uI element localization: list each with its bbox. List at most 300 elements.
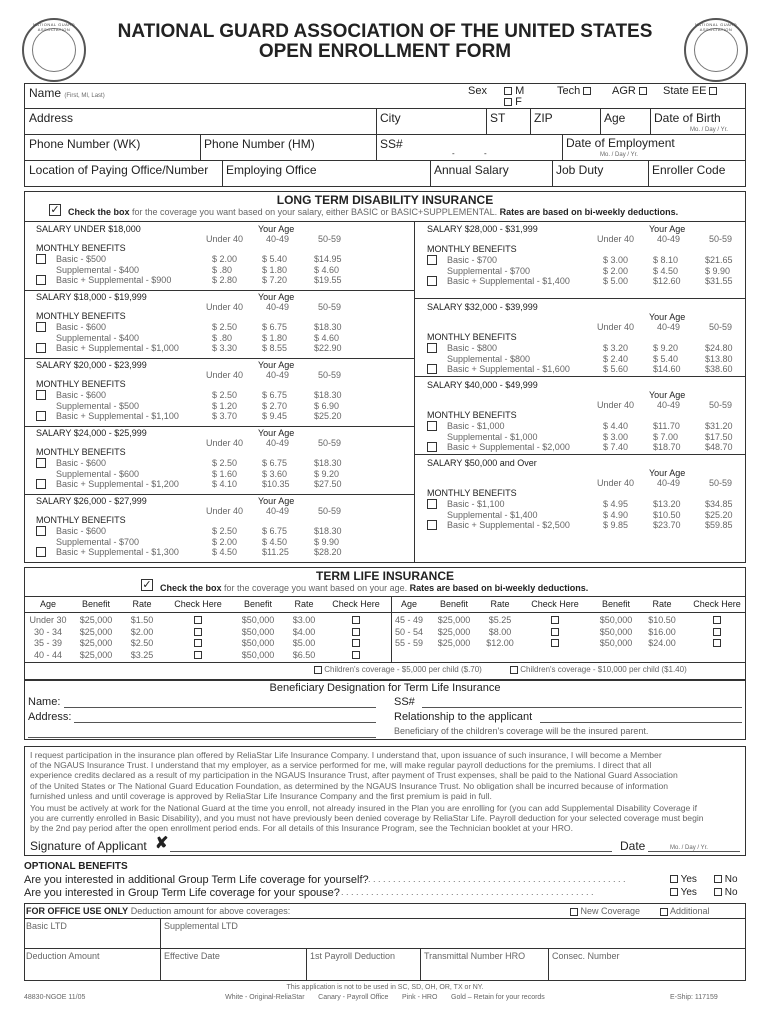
tl-cell: 35 - 39 [33,638,63,648]
ltd-option-checkbox[interactable] [36,390,46,400]
ltd-option-label: Basic + Supplemental - $1,400 [447,276,570,286]
rate-50-59: $ 4.60 [314,264,340,275]
rate-40-49: $14.60 [653,364,681,374]
rate-under-40: $ 9.85 [603,520,629,530]
rate-under-40: $ 4.90 [603,509,629,520]
ltd-option-label: Basic - $500 [56,254,107,264]
authorization-line: of the United States or The National Guard Education Foundation, as determined by the NGAUS Insurance Trust. No obligation shall be incurred because of information [30,780,669,791]
rate-50-59: $25.20 [314,411,342,421]
rate-under-40: $ 4.40 [603,421,629,431]
tl-cell: $16.00 [648,626,676,637]
employment-date-field[interactable]: Date of Employment [566,136,675,150]
tl-check-here-checkbox[interactable] [194,616,202,624]
rate-under-40: $ 1.60 [212,468,238,479]
ltd-title: LONG TERM DISABILITY INSURANCE [276,193,494,207]
rate-40-49: $ 8.55 [262,343,288,353]
rate-40-49: $ 1.80 [262,332,288,343]
signature-x-icon: ✘ [155,835,169,852]
ltd-option-checkbox[interactable] [36,343,46,353]
rate-50-59: $18.30 [314,526,342,536]
agr-checkbox[interactable]: AGR [612,86,647,97]
rate-50-59: $31.55 [705,276,733,286]
tl-column-header: Rate [652,599,672,609]
beneficiary-name-field[interactable]: Name: [28,696,61,708]
age-40-49-label: 40-49 [266,438,290,448]
signature-label: Signature of Applicant [30,839,147,853]
optional-q1-dots: . . . . . . . . . . . . . . . . . . . . . . . . . . . . . . . . . . . . . . . . . . . . . . . . . . . . [368,875,626,884]
supplemental-ltd-field[interactable]: Supplemental LTD [164,921,238,931]
tl-cell: $3.25 [130,649,154,660]
address-field[interactable]: Address [29,111,74,125]
rate-under-40: $ 4.50 [212,547,238,557]
age-50-59-label: 50-59 [318,302,342,312]
tl-cell: $25,000 [437,615,471,625]
signature-date-field[interactable]: Date [620,839,646,853]
ltd-option-label: Basic + Supplemental - $1,600 [447,364,570,374]
age-under-40-label: Under 40 [206,370,244,380]
tl-check-here-checkbox[interactable] [352,639,360,647]
age-under-40-label: Under 40 [206,302,244,312]
q2-yes-checkbox[interactable]: Yes [670,888,697,898]
monthly-benefits-label: MONTHLY BENEFITS [427,244,517,254]
tl-check-here-checkbox[interactable] [352,628,360,636]
monthly-benefits-label: MONTHLY BENEFITS [427,410,517,420]
age-field[interactable]: Age [604,111,626,125]
basic-ltd-field[interactable]: Basic LTD [26,921,67,931]
rate-50-59: $28.20 [314,547,342,557]
optional-q1: Are you interested in additional Group Term Life coverage for yourself? [24,874,369,886]
ltd-option-label: Basic - $600 [56,322,107,332]
ssn-dash-1: - [452,149,455,158]
rate-under-40: $ 3.00 [603,431,629,442]
ltd-option-label: Basic + Supplemental - $1,000 [56,343,179,353]
tl-check-here-checkbox[interactable] [194,639,202,647]
rate-50-59: $34.85 [705,499,733,509]
beneficiary-relationship-field[interactable]: Relationship to the applicant [394,711,533,723]
authorization-line: you are currently enrolled in Basic Disability), and you must not have previously been denied coverage by ReliaStar Life. Payroll deduction for your selected coverage must begin [30,813,704,824]
age-under-40-label: Under 40 [206,506,244,516]
rate-40-49: $11.25 [262,547,289,557]
annual-salary-field[interactable]: Annual Salary [434,163,509,177]
ltd-option-checkbox[interactable] [36,547,46,557]
ltd-salary-label: SALARY $28,000 - $31,999 [427,224,538,234]
ltd-option-label: Basic - $800 [447,343,498,353]
authorization-line: I request participation in the insurance plan offered by ReliaStar Life Insurance Company. I understand that, upon issuance of such insurance, I will become a Member [30,750,662,760]
seal-text-right: NATIONAL GUARD ASSOCIATION [694,22,738,32]
tl-column-header: Benefit [243,599,273,609]
signature-line[interactable] [170,851,612,852]
rate-40-49: $ 7.00 [653,431,679,442]
form-title-line1: NATIONAL GUARD ASSOCIATION OF THE UNITED STATES [117,21,653,42]
ltd-option-label: Supplemental - $700 [447,265,531,276]
tl-column-header: Rate [490,599,510,609]
your-age-label: Your Age [649,468,686,478]
tl-check-here-checkbox[interactable] [551,639,559,647]
first-payroll-field[interactable]: 1st Payroll Deduction [310,951,396,961]
ltd-salary-label: SALARY $32,000 - $39,999 [427,302,538,312]
rate-40-49: $ 3.60 [262,468,288,479]
dob-format: Mo. / Day / Yr. [690,127,728,133]
ltd-instructions: Check the box for the coverage you want based on your salary, either BASIC or BASIC+SUPPLEMENTAL. Rates are based on bi-weekly deductions. [68,207,679,217]
ltd-section [24,191,746,563]
ltd-option-checkbox[interactable] [427,255,437,265]
transmittal-field[interactable]: Transmittal Number HRO [424,951,526,961]
your-age-label: Your Age [258,496,295,506]
form-title-line2: OPEN ENROLLMENT FORM [258,41,512,62]
rate-under-40: $ 5.60 [603,364,629,374]
tl-check-here-checkbox[interactable] [713,616,721,624]
ssn-dash-2: - [484,149,487,158]
tl-cell: 55 - 59 [394,638,424,648]
tl-column-header: Benefit [439,599,469,609]
tl-column-header: Check Here [332,599,380,609]
rate-50-59: $25.20 [705,509,733,520]
tl-column-header: Benefit [81,599,111,609]
ltd-option-checkbox[interactable] [427,343,437,353]
monthly-benefits-label: MONTHLY BENEFITS [36,243,126,253]
ltd-option-label: Basic + Supplemental - $1,100 [56,411,179,421]
tl-cell: $6.50 [292,649,316,660]
monthly-benefits-label: MONTHLY BENEFITS [427,488,517,498]
ltd-option-label: Supplemental - $1,400 [447,509,538,520]
ltd-option-checkbox[interactable] [36,254,46,264]
zip-field[interactable]: ZIP [534,111,553,125]
tl-cell: 30 - 34 [33,626,63,637]
paying-office-field[interactable]: Location of Paying Office/Number [29,163,209,177]
ltd-option-checkbox[interactable] [427,364,437,374]
rate-40-49: $ 5.40 [262,254,288,264]
authorization-line: of the NGAUS Insurance Trust. I understand that my employer, as a service performed for me, will make regular payroll deductions for the premiums. I direct that all [30,760,652,771]
rate-under-40: $ 2.50 [212,458,238,468]
monthly-benefits-label: MONTHLY BENEFITS [427,332,517,342]
rate-40-49: $10.35 [262,479,290,489]
monthly-benefits-label: MONTHLY BENEFITS [36,379,126,389]
effective-date-field[interactable]: Effective Date [164,951,220,961]
rate-under-40: $ 2.50 [212,526,238,536]
tl-check-here-checkbox[interactable] [713,628,721,636]
rate-50-59: $59.85 [705,520,733,530]
ltd-option-checkbox[interactable] [36,458,46,468]
rate-under-40: $ 3.20 [603,343,629,353]
tl-check-here-checkbox[interactable] [352,651,360,659]
enroller-code-field[interactable]: Enroller Code [652,163,726,177]
job-duty-field[interactable]: Job Duty [556,163,604,177]
tl-check-here-checkbox[interactable] [551,628,559,636]
child-coverage-5000-checkbox[interactable]: Children's coverage - $5,000 per child ($.70) [314,666,482,674]
ltd-salary-label: SALARY $40,000 - $49,999 [427,380,538,390]
ltd-option-label: Supplemental - $400 [56,264,140,275]
age-under-40-label: Under 40 [597,400,635,410]
tl-check-here-checkbox[interactable] [352,616,360,624]
consec-number-field[interactable]: Consec. Number [552,951,620,961]
authorization-line: by the 2nd pay period after the open enrollment period ends. For all details of this Insurance Program, see the Technician booklet at your HRO. [30,823,573,834]
tl-column-header: Check Here [693,599,741,609]
q2-no-checkbox[interactable]: No [714,888,738,898]
phone-home-field[interactable]: Phone Number (HM) [204,137,315,151]
rate-under-40: $ 3.70 [212,411,238,421]
authorization-line: furnished unless and until coverage is approved by ReliaStar Life Insurance Company and the first premium is paid in full. [30,790,492,801]
ltd-option-label: Basic - $600 [56,390,107,400]
rate-under-40: $ .80 [212,264,233,275]
rate-50-59: $ 6.90 [314,400,340,411]
rate-50-59: $19.55 [314,275,342,285]
rate-under-40: $ 2.50 [212,390,238,400]
tl-column-header: Rate [294,599,314,609]
state-field[interactable]: ST [490,111,506,125]
ltd-option-label: Basic - $1,000 [447,421,505,431]
ltd-option-label: Supplemental - $400 [56,332,140,343]
tl-column-header: Check Here [174,599,222,609]
your-age-label: Your Age [649,224,686,234]
rate-50-59: $14.95 [314,254,342,264]
tl-cell: $12.00 [486,638,514,648]
tl-cell: $25,000 [79,638,113,648]
age-40-49-label: 40-49 [657,478,681,488]
dob-field[interactable]: Date of Birth [654,111,721,125]
ltd-option-label: Basic + Supplemental - $1,200 [56,479,179,489]
ltd-option-checkbox[interactable] [427,276,437,286]
rate-50-59: $21.65 [705,255,733,265]
rate-50-59: $13.80 [705,353,733,364]
ltd-option-checkbox[interactable] [36,479,46,489]
rate-40-49: $ 7.20 [262,275,288,285]
tl-cell: $50,000 [241,649,275,660]
ltd-option-label: Supplemental - $1,000 [447,431,538,442]
rate-40-49: $ 8.10 [653,255,679,265]
tl-column-header: Rate [132,599,152,609]
tl-cell: $25,000 [79,615,113,625]
ltd-salary-label: SALARY $18,000 - $19,999 [36,292,147,302]
rate-50-59: $18.30 [314,458,342,468]
rate-40-49: $18.70 [653,442,681,452]
tl-cell: 45 - 49 [394,615,424,625]
age-under-40-label: Under 40 [597,478,635,488]
rate-under-40: $ 3.30 [212,343,238,353]
ltd-option-checkbox[interactable] [427,520,437,530]
age-50-59-label: 50-59 [318,234,342,244]
rate-50-59: $ 9.20 [314,468,340,479]
tl-cell: $5.00 [292,638,316,648]
children-beneficiary-note: Beneficiary of the children's coverage will be the insured parent. [394,726,649,736]
tl-instructions: Check the box for the coverage you want based on your age. Rates are based on bi-weekly deductions. [160,583,589,593]
optional-q2: Are you interested in Group Term Life coverage for your spouse? [24,887,340,899]
your-age-label: Your Age [258,224,295,234]
age-50-59-label: 50-59 [318,506,342,516]
tl-instruction-check-icon: ✓ [142,579,152,591]
age-40-49-label: 40-49 [657,322,681,332]
tl-cell: $25,000 [437,626,471,637]
rate-under-40: $ 2.40 [603,353,629,364]
ssn-field[interactable]: SS# [380,137,403,151]
rate-40-49: $ 4.50 [653,265,679,276]
ltd-option-label: Supplemental - $600 [56,468,140,479]
sex-m-checkbox[interactable]: M [504,86,524,97]
age-50-59-label: 50-59 [318,438,342,448]
ltd-option-label: Supplemental - $800 [447,353,531,364]
tl-cell: $1.50 [130,615,154,625]
additional-checkbox[interactable]: Additional [660,907,710,916]
monthly-benefits-label: MONTHLY BENEFITS [36,515,126,525]
beneficiary-address-field[interactable]: Address: [28,711,72,723]
rate-under-40: $ 5.00 [603,276,629,286]
tl-cell: $25,000 [437,638,471,648]
ltd-salary-label: SALARY $50,000 and Over [427,458,537,468]
eship-number: E-Ship: 117159 [670,994,718,1001]
rate-under-40: $ 1.20 [212,400,238,411]
ltd-option-checkbox[interactable] [36,526,46,536]
ltd-option-label: Basic + Supplemental - $2,000 [447,442,570,452]
age-under-40-label: Under 40 [597,234,635,244]
age-40-49-label: 40-49 [657,234,681,244]
ltd-option-label: Supplemental - $500 [56,400,140,411]
footer-note: This application is not to be used in SC, SD, OH, OR, TX or NY. [286,984,484,991]
tl-cell: $2.50 [130,638,154,648]
rate-50-59: $22.90 [314,343,342,353]
rate-50-59: $18.30 [314,390,342,400]
rate-under-40: $ 2.50 [212,322,238,332]
your-age-label: Your Age [258,428,295,438]
rate-40-49: $ 6.75 [262,322,288,332]
ltd-option-label: Basic + Supplemental - $900 [56,275,172,285]
ltd-salary-label: SALARY $26,000 - $27,999 [36,496,147,506]
rate-under-40: $ 2.00 [212,536,238,547]
tl-column-header: Check Here [531,599,579,609]
rate-under-40: $ 2.00 [212,254,238,264]
ltd-instruction-check-icon: ✓ [50,204,60,216]
tl-cell: $24.00 [648,638,676,648]
age-50-59-label: 50-59 [709,322,733,332]
age-50-59-label: 50-59 [709,478,733,488]
rate-40-49: $12.60 [653,276,681,286]
q1-no-checkbox[interactable]: No [714,875,738,885]
tl-check-here-checkbox[interactable] [194,628,202,636]
tl-cell: 40 - 44 [33,649,63,660]
age-50-59-label: 50-59 [709,400,733,410]
rate-50-59: $18.30 [314,322,342,332]
tl-check-here-checkbox[interactable] [713,639,721,647]
ltd-option-checkbox[interactable] [36,322,46,332]
child-coverage-10000-checkbox[interactable]: Children's coverage - $10,000 per child ($1.40) [510,666,687,674]
age-40-49-label: 40-49 [266,234,290,244]
age-40-49-label: 40-49 [266,370,290,380]
copy-distribution: White - Original-ReliaStar Canary - Payroll Office Pink - HRO Gold – Retain for your records [225,994,545,1001]
rate-40-49: $13.20 [653,499,681,509]
tl-cell: $50,000 [241,615,275,625]
deduction-amount-field[interactable]: Deduction Amount [26,951,100,961]
ltd-option-label: Basic + Supplemental - $1,300 [56,547,179,557]
authorization-line: experience credits declared as a result of my participation in the NGAUS Insurance Trust, after payment of Trust expenses, shall be paid to the National Guard Association [30,770,678,781]
office-use-header: FOR OFFICE USE ONLY Deduction amount for above coverages: [26,906,291,916]
tech-checkbox[interactable]: Tech [557,86,591,97]
age-40-49-label: 40-49 [657,400,681,410]
rate-50-59: $ 9.90 [314,536,340,547]
rate-50-59: $27.50 [314,479,342,489]
tl-cell: $25,000 [79,626,113,637]
your-age-label: Your Age [258,292,295,302]
sex-label: Sex [468,85,487,97]
tl-column-header: Age [400,599,417,609]
tl-cell: $25,000 [79,649,113,660]
new-coverage-checkbox[interactable]: New Coverage [570,907,640,916]
rate-50-59: $17.50 [705,431,733,442]
rate-under-40: $ 4.95 [603,499,629,509]
tl-cell: 50 - 54 [394,626,424,637]
ltd-option-label: Basic - $1,100 [447,499,505,509]
rate-50-59: $24.80 [705,343,733,353]
ltd-option-checkbox[interactable] [427,499,437,509]
rate-40-49: $ 9.45 [262,411,288,421]
sig-date-format: Mo. / Day / Yr. [670,845,708,851]
ltd-option-label: Basic - $600 [56,526,107,536]
rate-40-49: $23.70 [653,520,681,530]
ltd-option-checkbox[interactable] [36,411,46,421]
ltd-option-label: Basic - $700 [447,255,498,265]
rate-40-49: $11.70 [653,421,680,431]
employing-office-field[interactable]: Employing Office [226,163,317,177]
rate-50-59: $ 4.60 [314,332,340,343]
ltd-option-label: Supplemental - $700 [56,536,140,547]
rate-under-40: $ 4.10 [212,479,238,489]
optional-q2-dots: . . . . . . . . . . . . . . . . . . . . . . . . . . . . . . . . . . . . . . . . . . . . . . . . . . . . [336,888,594,897]
rate-under-40: $ .80 [212,332,233,343]
phone-work-field[interactable]: Phone Number (WK) [29,137,141,151]
tl-cell: $5.25 [488,615,512,625]
rate-under-40: $ 7.40 [603,442,629,452]
rate-40-49: $ 6.75 [262,390,288,400]
monthly-benefits-label: MONTHLY BENEFITS [36,311,126,321]
rate-40-49: $ 1.80 [262,264,288,275]
monthly-benefits-label: MONTHLY BENEFITS [36,447,126,457]
tl-cell: $50,000 [599,615,633,625]
tl-column-header: Age [39,599,56,609]
tl-cell: $50,000 [241,638,275,648]
tl-cell: $50,000 [599,638,633,648]
ltd-option-checkbox[interactable] [427,421,437,431]
rate-40-49: $ 9.20 [653,343,679,353]
your-age-label: Your Age [649,390,686,400]
rate-40-49: $ 5.40 [653,353,679,364]
age-under-40-label: Under 40 [597,322,635,332]
name-field[interactable]: Name (First, MI, Last) [29,86,105,100]
rate-40-49: $ 4.50 [262,536,288,547]
tl-check-here-checkbox[interactable] [551,616,559,624]
rate-under-40: $ 2.80 [212,275,238,285]
city-field[interactable]: City [380,111,401,125]
state-ee-checkbox[interactable]: State EE [663,86,717,97]
ltd-option-checkbox[interactable] [427,442,437,452]
form-number: 48830-NGOE 11/05 [24,994,86,1001]
term-life-title: TERM LIFE INSURANCE [316,569,454,583]
beneficiary-ssn-field[interactable]: SS# [394,696,415,708]
rate-under-40: $ 3.00 [603,255,629,265]
rate-under-40: $ 2.00 [603,265,629,276]
tl-cell: Under 30 [29,615,67,625]
rate-50-59: $48.70 [705,442,733,452]
rate-50-59: $38.60 [705,364,733,374]
rate-40-49: $ 6.75 [262,526,288,536]
ltd-option-checkbox[interactable] [36,275,46,285]
age-40-49-label: 40-49 [266,506,290,516]
rate-40-49: $10.50 [653,509,681,520]
tl-cell: $50,000 [241,626,275,637]
your-age-label: Your Age [258,360,295,370]
rate-50-59: $31.20 [705,421,733,431]
your-age-label: Your Age [649,312,686,322]
tl-cell: $3.00 [292,615,316,625]
sex-f-checkbox[interactable]: F [504,97,522,108]
q1-yes-checkbox[interactable]: Yes [670,875,697,885]
tl-check-here-checkbox[interactable] [194,651,202,659]
